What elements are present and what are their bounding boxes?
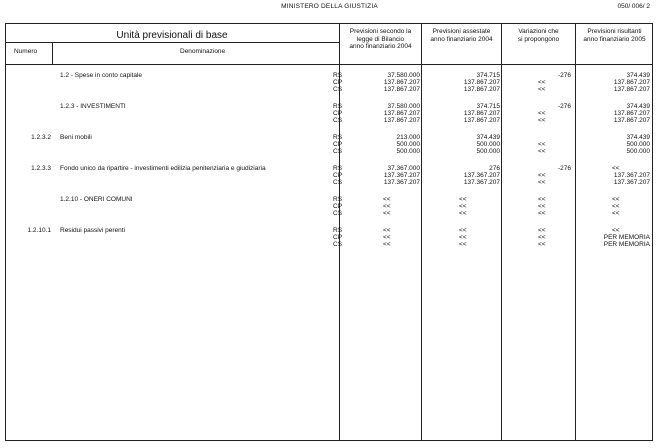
row-codes: RS CP CS [333, 103, 343, 125]
row-col3-marks: << << [538, 110, 546, 125]
row-col1: << << << [383, 227, 391, 249]
row-col3: -276 [557, 103, 571, 110]
row-denominazione: Beni mobili [60, 134, 92, 141]
row-numero: 1.2.3.2 [31, 134, 51, 141]
col4-header: Previsioni risultanti anno finanziario 2005 [583, 28, 646, 43]
numero-header: Numero [14, 48, 38, 55]
row-col4: 374.439 137.867.207 137.867.207 [613, 103, 650, 125]
row-col1: 37.580.000 137.867.207 137.867.207 [383, 103, 420, 125]
row-col3-marks: << << [538, 172, 546, 187]
col2-divider [421, 23, 422, 441]
row-col1: 37.580.000 137.867.207 137.867.207 [383, 72, 420, 94]
row-col4: << << << [612, 196, 620, 218]
row-col3-marks: << << [538, 141, 546, 156]
row-col3: -276 [557, 165, 571, 172]
page-code: 050/ 006/ 2 [617, 3, 650, 10]
col2-header: Previsioni assestate anno finanziario 2004 [430, 28, 493, 43]
row-col4: 374.439 137.867.207 137.867.207 [613, 72, 650, 94]
row-col2: 276 137.367.207 137.367.207 [463, 165, 500, 187]
col3-header: Variazioni che si propongono [517, 28, 560, 43]
row-codes: RS CP CS [333, 196, 343, 218]
row-col1: 37.367.000 137.367.207 137.367.207 [383, 165, 420, 187]
row-col3: -276 [557, 72, 571, 79]
row-col1: << << << [383, 196, 391, 218]
row-col4-mark: << [612, 165, 620, 172]
row-col2: << << << [459, 227, 467, 249]
upb-title: Unità previsionali di base [116, 30, 228, 41]
row-numero: 1.2.10.1 [27, 227, 51, 234]
row-col4: 374.439 500.000 500.000 [626, 134, 650, 156]
row-codes: RS CP CS [333, 227, 343, 249]
row-col3: << << << [538, 196, 546, 218]
denominazione-header: Denominazione [180, 48, 226, 55]
row-codes: RS CP CS [333, 72, 343, 94]
row-denominazione: 1.2 - Spese in conto capitale [60, 72, 143, 79]
row-denominazione: 1.2.3 - INVESTIMENTI [60, 103, 126, 110]
row-col2: << << << [459, 196, 467, 218]
col3-divider [501, 23, 502, 441]
row-denominazione: Fondo unico da ripartire - investimenti edilizia penitenziaria e giudiziaria [60, 165, 266, 172]
header-divider [5, 42, 339, 43]
row-col2: 374.715 137.867.207 137.867.207 [463, 72, 500, 94]
row-col4: 137.367.207 137.367.207 [613, 172, 650, 187]
row-col2: 374.715 137.867.207 137.867.207 [463, 103, 500, 125]
header-bottom-rule [5, 64, 653, 65]
col1-header: Previsioni secondo la legge di Bilancio anno finanziario 2004 [349, 28, 412, 50]
row-numero: 1.2.3.3 [31, 165, 51, 172]
row-denominazione: Residui passivi perenti [60, 227, 126, 234]
ministry-title: MINISTERO DELLA GIUSTIZIA [281, 3, 378, 10]
row-denominazione: 1.2.10 - ONERI COMUNI [60, 196, 133, 203]
row-col4-mark: << [612, 227, 620, 234]
row-col3-marks: << << [538, 79, 546, 94]
row-col2: 374.439 500.000 500.000 [476, 134, 500, 156]
row-codes: RS CP CS [333, 134, 343, 156]
row-col1: 213.000 500.000 500.000 [396, 134, 420, 156]
row-codes: RS CP CS [333, 165, 343, 187]
row-col3: << << << [538, 227, 546, 249]
numero-divider [52, 42, 53, 64]
row-col4: PER MEMORIA PER MEMORIA [603, 234, 650, 249]
